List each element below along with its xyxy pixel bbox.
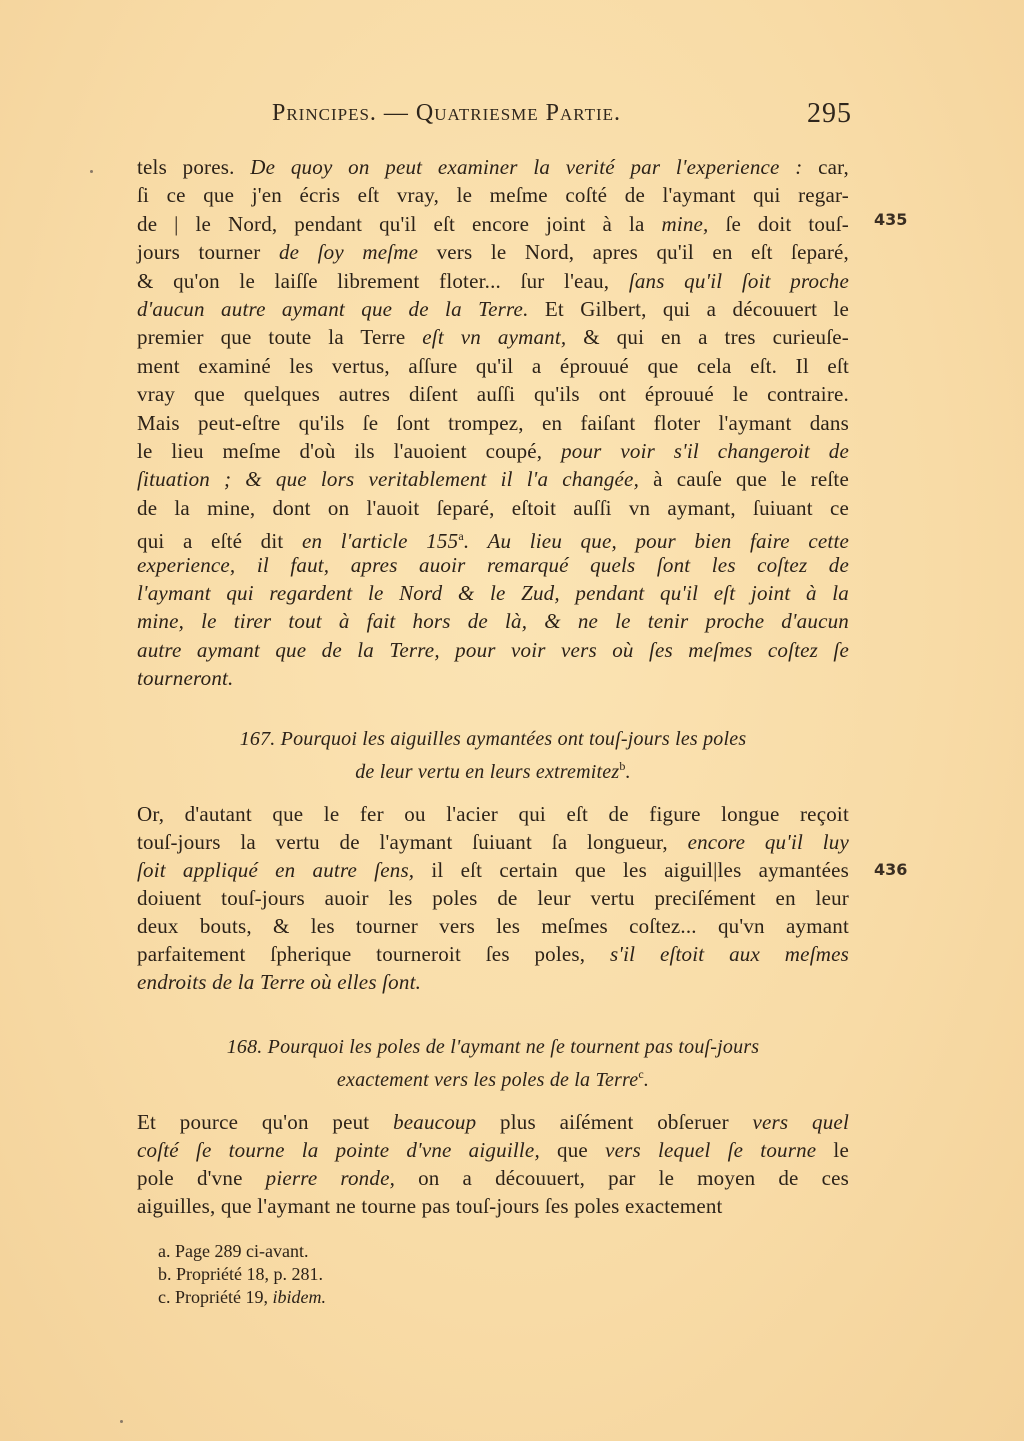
footnote-reference: a [458, 529, 464, 544]
text-run: le [816, 1138, 849, 1162]
italic-text: coſté ſe tourne la pointe d'vne aiguille, [137, 1138, 540, 1162]
text-run: pole d'vne [137, 1166, 266, 1190]
paragraph3-line [137, 1108, 849, 1136]
italic-text: en l'article 155 [301, 529, 459, 554]
italic-text: experience, il faut, apres auoir remarqué quels ſont les coſtez de [137, 552, 849, 577]
italic-text: pierre ronde, [265, 1166, 396, 1190]
italic-text: ſoit appliqué en autre ſens, [137, 858, 415, 882]
text-run: Or, d'autant que le fer ou l'acier qui eſt de figure longue reçoit [137, 802, 849, 826]
paragraph1-line [137, 465, 849, 493]
running-title: Principes. — Quatriesme Partie. [272, 100, 622, 126]
italic-text: De quoy on peut examiner la verité par l'experience : [250, 155, 803, 179]
page-number: 295 [807, 98, 852, 129]
italic-text: ſituation ; & que lors veritablement il l'a changée, [137, 467, 640, 492]
italic-text: encore qu'il luy [687, 830, 850, 854]
italic-text: . Au lieu que, pour bien faire cette [463, 529, 849, 554]
text-run: ſe doit touſ- [708, 211, 849, 236]
text-run: doiuent touſ-jours auoir les poles de leur vertu preciſément en leur [137, 886, 849, 910]
paper-speck [90, 170, 93, 173]
paragraph1-line [137, 664, 849, 692]
footnote-c: c. Propriété 19, ibidem. [158, 1287, 326, 1307]
italic-text: autre aymant que de la Terre, pour voir vers où ſes meſmes coſtez ſe [137, 637, 849, 662]
paragraph1-line [137, 210, 849, 238]
text-run: ment examiné les vertus, aſſure qu'il a éprouué que cela eſt. Il eſt [137, 353, 849, 378]
paragraph1-line [137, 153, 849, 181]
text-run: qui a eſté dit [137, 529, 302, 554]
paragraph1-line [137, 607, 849, 635]
footnote-reference: b [619, 759, 626, 773]
paragraph1-line [137, 437, 849, 465]
text-run: & qui en a tres curieuſe- [566, 325, 849, 350]
text-run: vray que quelques autres diſent auſſi qu'ils ont éprouué le contraire. [137, 382, 849, 407]
text-run: on a découuert, par le moyen de ces [395, 1166, 849, 1190]
paragraph1-line [137, 409, 849, 437]
italic-text: mine, le tirer tout à fait hors de là, & ne le tenir proche d'aucun [137, 609, 849, 634]
paragraph1-line [137, 579, 849, 607]
text-run: plus aiſément obſeruer [476, 1110, 753, 1134]
section168_title-line [137, 1033, 849, 1061]
text-run: parfaitement ſpherique tourneroit ſes poles, [137, 942, 611, 966]
paragraph2-line [137, 856, 849, 884]
paragraph1-line [137, 380, 849, 408]
text-run: aiguilles, que l'aymant ne tourne pas touſ-jours ſes poles exactement [137, 1194, 723, 1218]
section167_title-line [137, 752, 849, 783]
paragraph3-line [137, 1164, 849, 1192]
paper-speck [120, 1420, 123, 1423]
paragraph1-line [137, 636, 849, 664]
italic-text: ſans qu'il ſoit proche [628, 268, 849, 293]
text-run: car, [802, 155, 849, 179]
text-run: le lieu meſme d'où ils l'auoient coupé, [137, 439, 562, 463]
margin-line-number-436: 436 [874, 860, 908, 879]
footnote-a: a. Page 289 ci-avant. [158, 1241, 309, 1261]
paragraph1-line [137, 267, 849, 295]
text-run: touſ-jours la vertu de l'aymant ſuiuant ſa longueur, [137, 830, 688, 854]
paragraph2-line [137, 940, 849, 968]
text-run: premier que toute la Terre [137, 325, 423, 350]
paragraph1-line [137, 522, 849, 554]
italic-text: vers quel [752, 1110, 849, 1134]
paragraph1-line [137, 352, 849, 380]
paragraph1-line [137, 181, 849, 209]
paragraph1-line [137, 551, 849, 579]
paragraph1-line [137, 238, 849, 266]
italic-text: exactement vers les poles de la Terre [336, 1069, 639, 1091]
italic-text: 167. Pourquoi les aiguilles aymantées ont touſ-jours les poles [239, 728, 747, 750]
paragraph1-line [137, 494, 849, 522]
footnotes [158, 1240, 326, 1309]
italic-text: . [625, 761, 631, 783]
text-run: que [539, 1138, 606, 1162]
paragraph2-line [137, 828, 849, 856]
italic-text: endroits de la Terre où elles ſont. [137, 970, 422, 994]
text-run: deux bouts, & les tourner vers les meſmes coſtez... qu'vn aymant [137, 914, 849, 938]
section167_title-line [137, 725, 849, 753]
footnote-reference: c [638, 1067, 644, 1081]
text-run: Et Gilbert, qui a découuert le [528, 297, 849, 321]
paragraph2-line [137, 800, 849, 828]
footnote-b: b. Propriété 18, p. 281. [158, 1264, 323, 1284]
italic-text: de ſoy meſme [278, 240, 419, 265]
paragraph3-line [137, 1136, 849, 1164]
italic-text: . [643, 1069, 650, 1091]
text-run: vers le Nord, apres qu'il en eſt ſeparé, [418, 240, 849, 265]
text-run: tels pores. [137, 155, 251, 179]
text-run: de | le Nord, pendant qu'il eſt encore joint à la [137, 211, 662, 236]
paragraph3-line [137, 1192, 849, 1220]
paragraph2-line [137, 968, 849, 996]
text-run: & qu'on le laiſſe librement floter... ſur l'eau, [137, 268, 629, 293]
italic-text: eſt vn aymant, [422, 325, 567, 350]
section168_title-line [137, 1060, 849, 1091]
italic-text: vers lequel ſe tourne [605, 1138, 817, 1162]
text-run: il eſt certain que les aiguil|les aymantées [414, 858, 849, 882]
text-run: jours tourner [137, 240, 279, 265]
paragraph2-line [137, 884, 849, 912]
italic-text: s'il eſtoit aux meſmes [610, 942, 849, 966]
italic-text: beaucoup [393, 1110, 477, 1134]
italic-text: d'aucun autre aymant que de la Terre. [137, 297, 529, 321]
italic-text: pour voir s'il changeroit de [561, 439, 849, 463]
text-run: Mais peut-eſtre qu'ils ſe ſont trompez, en faiſant floter l'aymant dans [137, 410, 849, 435]
paragraph1-line [137, 323, 849, 351]
italic-text: de leur vertu en leurs extremitez [355, 761, 620, 783]
text-run: ſi ce que j'en écris eſt vray, le meſme coſté de l'aymant qui regar- [137, 183, 849, 208]
italic-text: tourneront. [137, 666, 234, 691]
italic-text: mine, [661, 211, 709, 236]
text-run: à cauſe que le reſte [639, 467, 849, 492]
paragraph1-line [137, 295, 849, 323]
text-run: Et pource qu'on peut [137, 1110, 394, 1134]
italic-text: l'aymant qui regardent le Nord & le Zud, pendant qu'il eſt joint à la [137, 581, 849, 605]
italic-text: 168. Pourquoi les poles de l'aymant ne ſe tournent pas touſ-jours [226, 1036, 760, 1058]
margin-line-number-435: 435 [874, 210, 908, 229]
text-run: de la mine, dont on l'auoit ſeparé, eſtoit auſſi vn aymant, ſuiuant ce [137, 495, 849, 520]
paragraph2-line [137, 912, 849, 940]
